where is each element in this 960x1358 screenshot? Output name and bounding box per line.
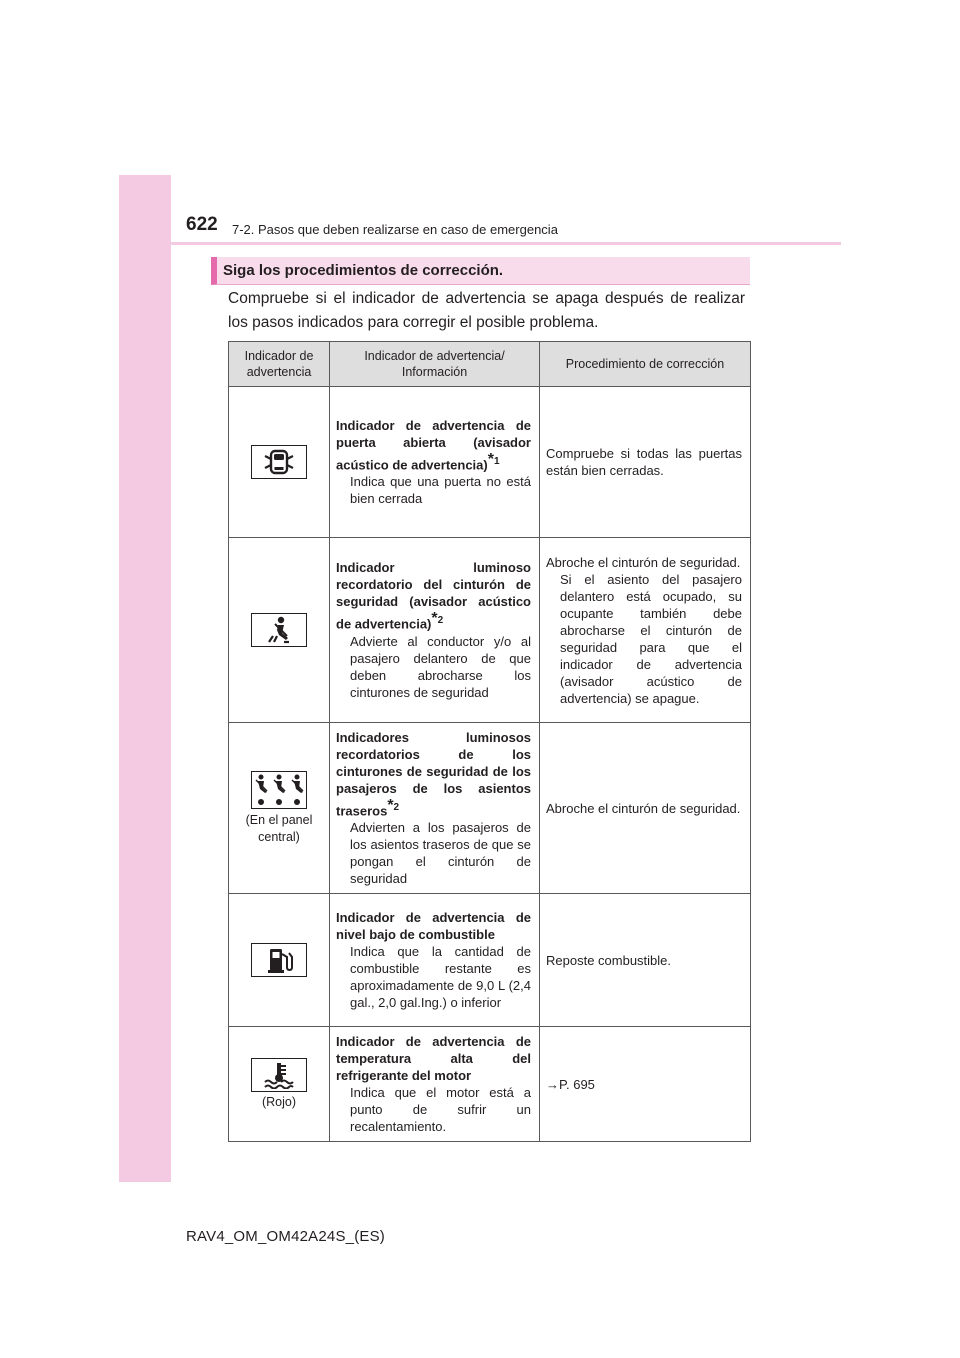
indicator-title: Indicador de advertencia de puerta abierta (avisador acústico de advertencia) <box>336 417 531 473</box>
icon-cell <box>229 387 330 538</box>
door-open-warning-icon <box>251 445 307 479</box>
footnote-ref: *2 <box>387 797 400 814</box>
footnote-ref: *2 <box>431 610 444 628</box>
indicator-description: Indica que una puerta no está bien cerrada <box>350 474 531 507</box>
column-header: Indicador de advertencia <box>229 342 330 387</box>
procedure-cell <box>540 894 751 1027</box>
procedure-text: Reposte combustible. <box>546 952 672 968</box>
info-cell <box>330 538 540 723</box>
info-cell <box>330 1027 540 1142</box>
page-reference-link[interactable]: →P. 695 <box>546 1076 595 1092</box>
column-header: Procedimiento de corrección <box>540 342 751 387</box>
warning-table <box>228 341 751 1142</box>
indicator-description: Indica que la cantidad de combustible restante es aproximadamente de 9,0 L (2,4 gal., 2,0 gal.Ing.) o inferior <box>350 944 531 1011</box>
procedure-cell <box>540 723 751 894</box>
indicator-title: Indicador de advertencia de temperatura alta del refrigerante del motor <box>336 1034 531 1084</box>
coolant-temperature-icon <box>251 1058 307 1092</box>
chapter-side-band <box>119 175 171 1182</box>
procedure-text: Compruebe si todas las puertas están bien cerradas. <box>546 446 742 478</box>
page-number: 622 <box>186 214 218 235</box>
low-fuel-icon <box>251 943 307 977</box>
document-code-footer: RAV4_OM_OM42A24S_(ES) <box>186 1228 386 1245</box>
indicator-description: Advierten a los pasajeros de los asientos traseros de que se pongan el cinturón de seguridad <box>350 820 531 887</box>
icon-cell <box>229 894 330 1027</box>
procedure-text: Abroche el cinturón de seguridad. <box>546 800 741 816</box>
icon-note: (En el panel central) <box>245 812 313 844</box>
header-rule <box>119 242 841 245</box>
indicator-description: Indica que el motor está a punto de sufrir un recalentamiento. <box>350 1085 531 1135</box>
seatbelt-reminder-icon <box>251 613 307 647</box>
table-row <box>229 387 751 538</box>
icon-note: (Rojo) <box>261 1094 297 1109</box>
indicator-title: Indicadores luminosos recordatorios de los cinturones de seguridad de los pasajeros de los asientos traseros <box>336 730 531 819</box>
indicator-description: Advierte al conductor y/o al pasajero delantero de que deben abrocharse los cinturones de seguridad <box>350 633 531 700</box>
procedure-cell <box>540 538 751 723</box>
column-header: Indicador de advertencia/ Información <box>330 342 540 387</box>
procedure-subtext: Si el asiento del pasajero delantero está ocupado, su ocupante también debe abrocharse el cinturón de seguridad para que el indicador de advertencia (avisador acústico de advertencia) se apague. <box>560 571 742 706</box>
table-row <box>229 1027 751 1142</box>
rear-seatbelt-reminder-icon <box>251 771 307 809</box>
procedure-text: Abroche el cinturón de seguridad. <box>546 554 741 570</box>
table-header-row <box>229 342 751 387</box>
indicator-title: Indicador de advertencia de nivel bajo de combustible <box>336 910 531 943</box>
footnote-ref: *1 <box>487 450 500 468</box>
intro-paragraph: Compruebe si el indicador de advertencia se apaga después de realizar los pasos indicados para corregir el posible problema. <box>228 290 745 331</box>
table-row <box>229 538 751 723</box>
procedure-heading: Siga los procedimientos de corrección. <box>211 257 750 285</box>
procedure-cell <box>540 1027 751 1142</box>
icon-cell <box>229 1027 330 1142</box>
info-cell <box>330 387 540 538</box>
info-cell <box>330 723 540 894</box>
icon-cell <box>229 538 330 723</box>
section-title: 7-2. Pasos que deben realizarse en caso de emergencia <box>232 222 558 237</box>
table-row <box>229 723 751 894</box>
icon-cell <box>229 723 330 894</box>
procedure-cell <box>540 387 751 538</box>
table-row <box>229 894 751 1027</box>
info-cell <box>330 894 540 1027</box>
indicator-title: Indicador luminoso recordatorio del cinturón de seguridad (avisador acústico de advertencia) <box>336 560 531 632</box>
